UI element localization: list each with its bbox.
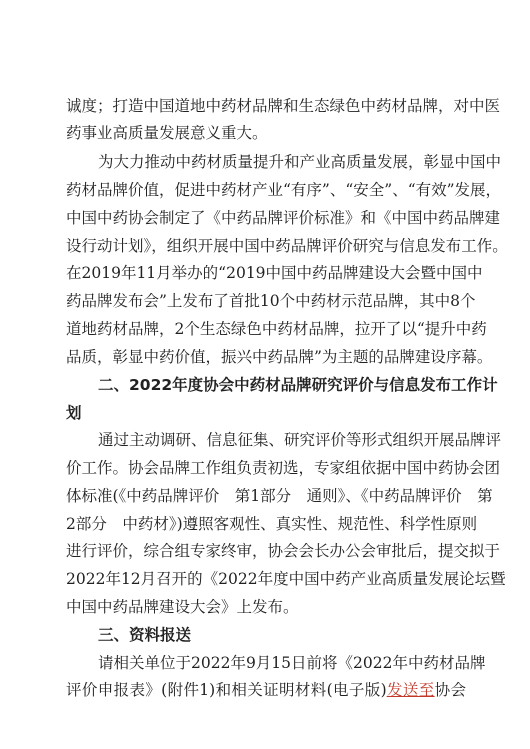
paragraph-line: 2部分 中药材》)遵照客观性、真实性、规范性、科学性原则: [66, 515, 478, 533]
paragraph-line: 药事业高质量发展意义重大。: [66, 124, 268, 142]
paragraph-line: 体标准(《中药品牌评价 第1部分 通则》、《中药品牌评价 第: [66, 487, 493, 505]
paragraph-line: 进行评价，综合组专家终审，协会会长办公会审批后，提交拟于: [66, 542, 501, 560]
send-to-link[interactable]: 发送至: [386, 681, 435, 699]
paragraph-line: 诚度；打造中国道地中药材品牌和生态绿色中药材品牌，对中医: [66, 97, 501, 115]
paragraph-line: 通过主动调研、信息征集、研究评价等形式组织开展品牌评: [98, 431, 502, 449]
paragraph-line: [66, 680, 466, 700]
section-heading: 三、资料报送: [98, 626, 192, 644]
paragraph-line: 中国中药协会制定了《中药品牌评价标准》和《中国中药品牌建: [66, 209, 501, 227]
section-heading-continued: 划: [66, 404, 82, 422]
paragraph-line: 价工作。协会品牌工作组负责初选，专家组依据中国中药协会团: [66, 459, 501, 477]
paragraph-line: 道地药材品牌，2个生态绿色中药材品牌，拉开了以“提升中药: [66, 320, 487, 338]
paragraph-line: 请相关单位于2022年9月15日前将《2022年中药材品牌: [98, 654, 486, 672]
paragraph-line: 中国中药品牌建设大会》上发布。: [66, 598, 299, 616]
paragraph-line: 在2019年11月举办的“2019中国中药品牌建设大会暨中国中: [66, 264, 483, 282]
paragraph-line: 药品牌发布会”上发布了首批10个中药材示范品牌，其中8个: [66, 292, 476, 310]
paragraph-line: 药材品牌价值，促进中药材产业“有序”、“安全”、“有效”发展，: [66, 181, 502, 199]
paragraph-line: 为大力推动中药材质量提升和产业高质量发展，彰显中国中: [98, 153, 502, 171]
paragraph-line: 品质，彰显中药价值，振兴中药品牌”为主题的品牌建设序幕。: [66, 348, 493, 366]
paragraph-text: 协会: [434, 681, 466, 699]
paragraph-line: 设行动计划》，组织开展中国中药品牌评价研究与信息发布工作。: [66, 237, 508, 255]
paragraph-text: 评价申报表》(附件1)和相关证明材料(电子版): [66, 681, 387, 699]
section-heading: 二、2022年度协会中药材品牌研究评价与信息发布工作计: [98, 376, 498, 394]
paragraph-line: 2022年12月召开的《2022年度中国中药产业高质量发展论坛暨: [66, 570, 506, 588]
